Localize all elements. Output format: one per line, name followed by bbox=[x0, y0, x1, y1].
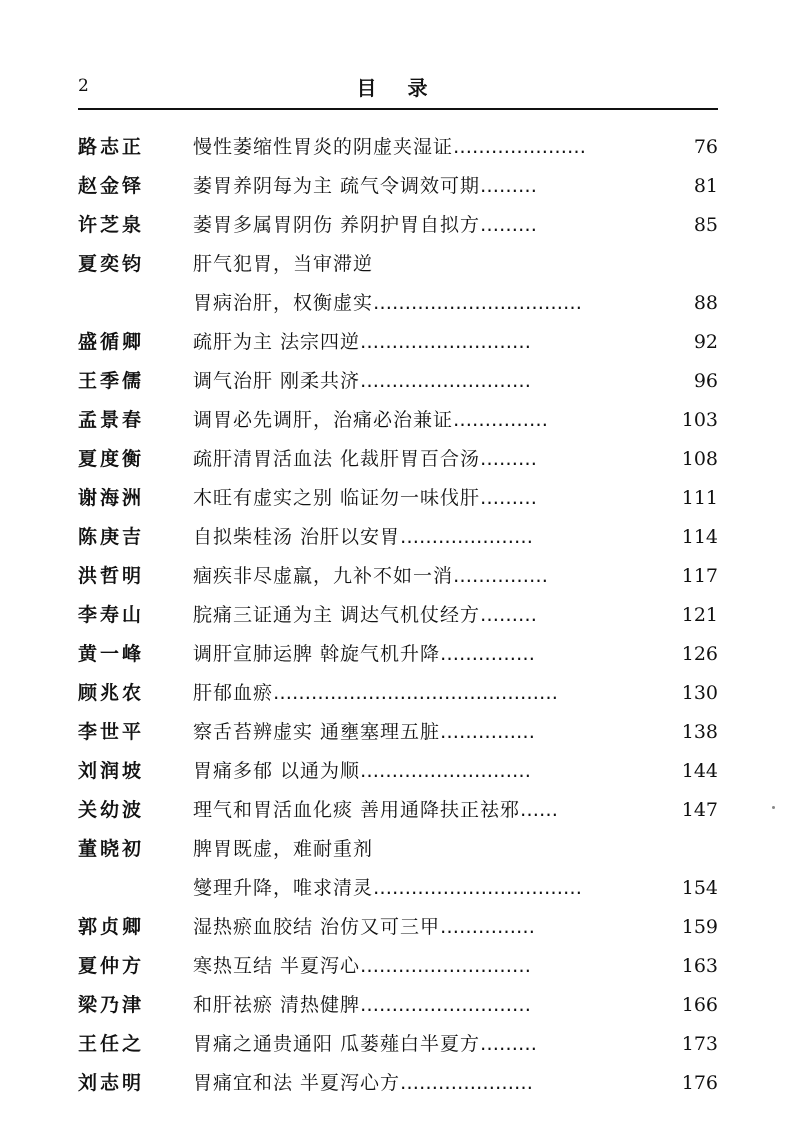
toc-entry-leader-dots: ………………… bbox=[453, 136, 587, 158]
toc-entry-leader-dots: …………… bbox=[453, 409, 549, 431]
toc-entry-leader-dots: ……………………… bbox=[360, 994, 532, 1016]
page-header bbox=[78, 72, 718, 108]
toc-entry-title-wrap bbox=[193, 362, 654, 401]
toc-entry-title-wrap bbox=[193, 596, 654, 635]
toc-entry-leader-dots: ……… bbox=[480, 214, 538, 236]
toc-entry-title: 萎胃养阴每为主 疏气令调效可期 bbox=[193, 175, 481, 197]
toc-entry-title-wrap bbox=[193, 635, 654, 674]
toc-entry[interactable] bbox=[78, 245, 718, 284]
toc-entry[interactable] bbox=[78, 128, 718, 167]
toc-entry-title: 疏肝为主 法宗四逆 bbox=[193, 331, 361, 353]
toc-entry[interactable] bbox=[78, 362, 718, 401]
toc-entry[interactable] bbox=[78, 674, 718, 713]
toc-entry-page-number: 108 bbox=[681, 448, 718, 470]
toc-entry-page-number: 159 bbox=[681, 916, 718, 938]
toc-entry-title-wrap bbox=[193, 908, 654, 947]
toc-entry[interactable] bbox=[78, 479, 718, 518]
toc-entry[interactable] bbox=[78, 947, 718, 986]
toc-entry-leader-dots: ……… bbox=[480, 604, 538, 626]
toc-entry[interactable] bbox=[78, 1064, 718, 1103]
toc-entry-title: 湿热瘀血胶结 治仿又可三甲 bbox=[193, 916, 441, 938]
toc-entry-title: 胃痛之通贵通阳 瓜蒌薤白半夏方 bbox=[193, 1033, 481, 1055]
toc-entry-title: 痼疾非尽虚羸，九补不如一消 bbox=[193, 565, 454, 587]
toc-entry-title: 燮理升降，唯求清灵 bbox=[193, 877, 374, 899]
toc-entry[interactable] bbox=[78, 284, 718, 323]
toc-entry-title: 胃痛多郁 以通为顺 bbox=[193, 760, 361, 782]
toc-entry-leader-dots: ……… bbox=[480, 487, 538, 509]
toc-entry-page-number: 121 bbox=[681, 604, 718, 626]
toc-entry-title-wrap bbox=[193, 128, 654, 167]
toc-entry-leader-dots: ……………………… bbox=[360, 331, 532, 353]
toc-entry-page-number: 176 bbox=[681, 1072, 718, 1094]
toc-entry[interactable] bbox=[78, 401, 718, 440]
toc-entry-title-wrap bbox=[193, 674, 654, 713]
toc-entry-page-number: 166 bbox=[681, 994, 718, 1016]
toc-entry-leader-dots: …………… bbox=[453, 565, 549, 587]
toc-entry-author: 陈庚吉 bbox=[78, 526, 145, 548]
toc-entry-title: 和肝祛瘀 清热健脾 bbox=[193, 994, 361, 1016]
toc-entry-title-wrap bbox=[193, 284, 654, 323]
toc-entry-author: 刘志明 bbox=[78, 1072, 145, 1094]
toc-entry[interactable] bbox=[78, 206, 718, 245]
toc-entry-author: 夏奕钧 bbox=[78, 253, 145, 275]
toc-entry-page-number: 103 bbox=[681, 409, 718, 431]
toc-entry-title: 肝郁血瘀 bbox=[193, 682, 274, 704]
toc-entry[interactable] bbox=[78, 908, 718, 947]
table-of-contents bbox=[78, 128, 718, 1103]
toc-entry-author: 刘润坡 bbox=[78, 760, 145, 782]
toc-entry-page-number: 81 bbox=[693, 175, 718, 197]
toc-entry-author: 李寿山 bbox=[78, 604, 145, 626]
toc-entry-title: 调气治肝 刚柔共济 bbox=[193, 370, 361, 392]
toc-entry-title-wrap bbox=[193, 557, 654, 596]
toc-entry-leader-dots: ……………………… bbox=[360, 760, 532, 782]
toc-entry-page-number: 114 bbox=[681, 526, 718, 548]
toc-entry[interactable] bbox=[78, 752, 718, 791]
toc-entry-title-wrap bbox=[193, 518, 654, 557]
toc-entry-author: 洪哲明 bbox=[78, 565, 145, 587]
toc-entry[interactable] bbox=[78, 167, 718, 206]
toc-entry-title: 理气和胃活血化痰 善用通降扶正祛邪 bbox=[193, 799, 521, 821]
toc-entry-page-number: 88 bbox=[693, 292, 718, 314]
toc-entry-author: 梁乃津 bbox=[78, 994, 145, 1016]
toc-entry-page-number: 76 bbox=[693, 136, 718, 158]
header-rule bbox=[78, 108, 718, 110]
toc-entry-title-wrap bbox=[193, 401, 654, 440]
toc-entry-author: 许芝泉 bbox=[78, 214, 145, 236]
toc-entry-author: 郭贞卿 bbox=[78, 916, 145, 938]
toc-entry-author: 孟景春 bbox=[78, 409, 145, 431]
toc-entry[interactable] bbox=[78, 557, 718, 596]
toc-entry-leader-dots: …………… bbox=[440, 916, 536, 938]
toc-entry[interactable] bbox=[78, 830, 718, 869]
toc-entry[interactable] bbox=[78, 791, 718, 830]
toc-entry-title-wrap bbox=[193, 713, 654, 752]
toc-entry-leader-dots: ……………………… bbox=[360, 370, 532, 392]
toc-entry-title: 寒热互结 半夏泻心 bbox=[193, 955, 361, 977]
toc-entry-title-wrap bbox=[193, 1025, 654, 1064]
toc-entry-title-wrap bbox=[193, 947, 654, 986]
toc-entry[interactable] bbox=[78, 1025, 718, 1064]
toc-entry[interactable] bbox=[78, 635, 718, 674]
toc-entry-author: 赵金铎 bbox=[78, 175, 145, 197]
toc-entry-page-number: 147 bbox=[681, 799, 718, 821]
toc-entry-page-number: 111 bbox=[681, 487, 718, 509]
toc-entry-title: 胃病治肝，权衡虚实 bbox=[193, 292, 374, 314]
toc-entry-title-wrap bbox=[193, 869, 654, 908]
toc-entry-title: 胃痛宜和法 半夏泻心方 bbox=[193, 1072, 401, 1094]
toc-entry-title: 调胃必先调肝，治痛必治兼证 bbox=[193, 409, 454, 431]
toc-entry[interactable] bbox=[78, 323, 718, 362]
toc-entry-author: 夏仲方 bbox=[78, 955, 145, 977]
toc-entry-title-wrap bbox=[193, 167, 654, 206]
toc-entry-leader-dots: ………………… bbox=[400, 526, 534, 548]
toc-entry-author: 谢海洲 bbox=[78, 487, 145, 509]
toc-entry[interactable] bbox=[78, 986, 718, 1025]
toc-entry[interactable] bbox=[78, 440, 718, 479]
toc-entry-title: 木旺有虚实之别 临证勿一味伐肝 bbox=[193, 487, 481, 509]
toc-entry-title: 脾胃既虚，难耐重剂 bbox=[193, 838, 374, 860]
toc-entry-page-number: 85 bbox=[693, 214, 718, 236]
toc-entry-page-number: 144 bbox=[681, 760, 718, 782]
toc-entry-author: 顾兆农 bbox=[78, 682, 145, 704]
toc-entry-title-wrap bbox=[193, 986, 654, 1025]
toc-entry-title: 肝气犯胃，当审滞逆 bbox=[193, 253, 374, 275]
toc-entry-title-wrap bbox=[193, 440, 654, 479]
toc-entry-title: 自拟柴桂汤 治肝以安胃 bbox=[193, 526, 401, 548]
toc-entry-leader-dots: ………………… bbox=[400, 1072, 534, 1094]
toc-entry[interactable] bbox=[78, 596, 718, 635]
toc-entry-author: 董晓初 bbox=[78, 838, 145, 860]
toc-entry-leader-dots: ……… bbox=[480, 448, 538, 470]
toc-entry-title: 疏肝清胃活血法 化裁肝胃百合汤 bbox=[193, 448, 481, 470]
toc-entry-author: 夏度衡 bbox=[78, 448, 145, 470]
toc-entry-page-number: 173 bbox=[681, 1033, 718, 1055]
toc-entry-page-number: 154 bbox=[681, 877, 718, 899]
toc-entry-leader-dots: …………………………… bbox=[373, 292, 583, 314]
toc-entry-title-wrap bbox=[193, 791, 654, 830]
toc-entry-page-number: 92 bbox=[693, 331, 718, 353]
toc-entry-title: 萎胃多属胃阴伤 养阴护胃自拟方 bbox=[193, 214, 481, 236]
toc-entry-title-wrap bbox=[193, 323, 654, 362]
toc-entry-page-number: 138 bbox=[681, 721, 718, 743]
toc-entry-leader-dots: …………… bbox=[440, 643, 536, 665]
toc-entry-page-number: 126 bbox=[681, 643, 718, 665]
toc-entry-author: 李世平 bbox=[78, 721, 145, 743]
toc-entry-title-wrap bbox=[193, 752, 654, 791]
toc-entry-page-number: 163 bbox=[681, 955, 718, 977]
page-number-folio: 2 bbox=[78, 76, 89, 96]
toc-entry-title-wrap bbox=[193, 206, 654, 245]
toc-entry-leader-dots: …………………………… bbox=[373, 877, 583, 899]
toc-entry-title: 察舌苔辨虚实 通壅塞理五脏 bbox=[193, 721, 441, 743]
page-title: 目 录 bbox=[356, 76, 440, 100]
toc-entry-title: 调肝宣肺运脾 斡旋气机升降 bbox=[193, 643, 441, 665]
toc-entry-author: 王季儒 bbox=[78, 370, 145, 392]
page-speck bbox=[772, 806, 775, 809]
toc-entry-title: 脘痛三证通为主 调达气机仗经方 bbox=[193, 604, 481, 626]
toc-entry-author: 关幼波 bbox=[78, 799, 145, 821]
toc-entry-leader-dots: ……………………… bbox=[360, 955, 532, 977]
toc-entry[interactable] bbox=[78, 713, 718, 752]
toc-entry-page-number: 130 bbox=[681, 682, 718, 704]
toc-entry-author: 盛循卿 bbox=[78, 331, 145, 353]
toc-entry-title-wrap bbox=[193, 1064, 654, 1103]
toc-entry-title: 慢性萎缩性胃炎的阴虚夹湿证 bbox=[193, 136, 454, 158]
toc-entry-leader-dots: ……… bbox=[480, 175, 538, 197]
toc-entry-title-wrap bbox=[193, 245, 654, 284]
toc-entry-author: 路志正 bbox=[78, 136, 145, 158]
toc-entry-author: 王任之 bbox=[78, 1033, 145, 1055]
toc-entry-author: 黄一峰 bbox=[78, 643, 145, 665]
toc-entry[interactable] bbox=[78, 518, 718, 557]
toc-entry-leader-dots: …… bbox=[520, 799, 559, 821]
toc-entry-title-wrap bbox=[193, 830, 654, 869]
toc-entry-page-number: 117 bbox=[681, 565, 718, 587]
toc-entry-leader-dots: ……………………………………… bbox=[273, 682, 559, 704]
toc-entry-leader-dots: …………… bbox=[440, 721, 536, 743]
toc-entry-page-number: 96 bbox=[693, 370, 718, 392]
toc-entry-title-wrap bbox=[193, 479, 654, 518]
toc-entry[interactable] bbox=[78, 869, 718, 908]
toc-entry-leader-dots: ……… bbox=[480, 1033, 538, 1055]
